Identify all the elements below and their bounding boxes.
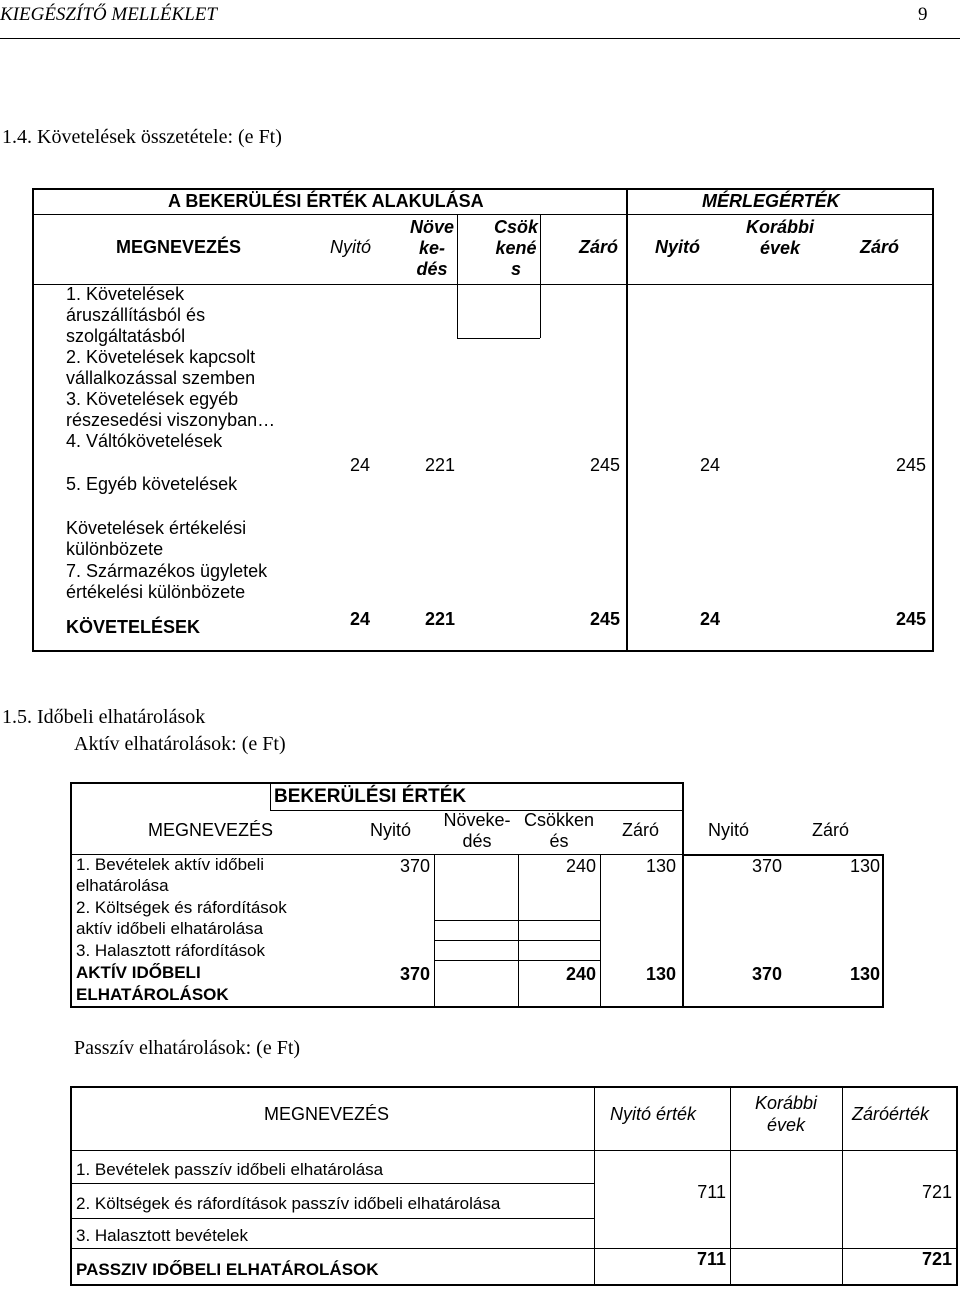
active-total-label: AKTÍV IDŐBELI ELHATÁROLÁSOK bbox=[76, 963, 229, 1004]
active-group-header: BEKERÜLÉSI ÉRTÉK bbox=[274, 786, 467, 807]
active-accruals-heading: Aktív elhatárolások: (e Ft) bbox=[74, 733, 286, 755]
col-header-increase: Növe ke- dés bbox=[409, 217, 454, 279]
active-group-left-edge bbox=[270, 782, 271, 810]
document-header-title: KIEGÉSZÍTŐ MELLÉKLET bbox=[0, 4, 217, 25]
col-header-name: MEGNEVEZÉS bbox=[116, 237, 242, 257]
passive-total-open: 711 bbox=[696, 1249, 726, 1269]
passive-row-label-2: 2. Költségek és ráfordítások passzív időbeli elhatárolása bbox=[76, 1194, 501, 1213]
active-row1-balance-close: 130 bbox=[849, 856, 880, 876]
passive-row-rule bbox=[70, 1248, 958, 1249]
row5-balance-open: 24 bbox=[699, 455, 720, 475]
passive-col-name: MEGNEVEZÉS bbox=[264, 1104, 390, 1124]
passive-col-open: Nyitó érték bbox=[610, 1104, 697, 1124]
group-header-acquisition: A BEKERÜLÉSI ÉRTÉK ALAKULÁSA bbox=[168, 191, 484, 211]
active-row-label-3: 3. Halasztott ráfordítások bbox=[76, 941, 265, 960]
receivables-group-divider bbox=[626, 188, 628, 652]
col-header-balance-close: Záró bbox=[860, 237, 900, 257]
col-header-prior-years: Korábbi évek bbox=[745, 217, 814, 258]
passive-row-label-1: 1. Bevételek passzív időbeli elhatárolása bbox=[76, 1160, 384, 1179]
passive-col-divider bbox=[594, 1086, 595, 1286]
passive-col-divider bbox=[842, 1086, 843, 1286]
receivables-total-label: KÖVETELÉSEK bbox=[66, 617, 201, 637]
active-total-decrease: 240 bbox=[565, 964, 596, 984]
active-col-balance-close: Záró bbox=[812, 820, 850, 840]
receivables-col-divider bbox=[457, 284, 458, 338]
total-balance-open: 24 bbox=[699, 609, 720, 629]
row-label-2: 2. Követelések kapcsolt vállalkozással szemben bbox=[66, 347, 256, 388]
group-header-balance: MÉRLEGÉRTÉK bbox=[702, 191, 840, 211]
active-row1-open: 370 bbox=[399, 856, 430, 876]
active-col-divider bbox=[518, 854, 519, 1008]
passive-row-rule bbox=[70, 1183, 594, 1184]
row5-increase: 221 bbox=[424, 455, 455, 475]
row-label-3: 3. Követelések egyéb részesedési viszonyban… bbox=[66, 389, 276, 430]
row-label-4: 4. Váltókövetelések bbox=[66, 431, 223, 451]
row5-balance-close: 245 bbox=[895, 455, 926, 475]
active-row1-decrease: 240 bbox=[565, 856, 596, 876]
passive-total-label: PASSZIV IDŐBELI ELHATÁROLÁSOK bbox=[76, 1260, 379, 1279]
active-col-divider bbox=[434, 854, 435, 1008]
row5-close: 245 bbox=[589, 455, 620, 475]
col-header-decrease: Csök kené s bbox=[493, 217, 538, 279]
passive-row2-open: 711 bbox=[697, 1182, 726, 1202]
active-row1-close: 130 bbox=[645, 856, 676, 876]
active-cell-rule bbox=[434, 920, 600, 921]
row-label-7: 7. Származékos ügyletek értékelési különbözete bbox=[66, 561, 268, 602]
passive-row2-close: 721 bbox=[921, 1182, 952, 1202]
receivables-group-rule bbox=[32, 214, 934, 215]
active-total-balance-close: 130 bbox=[849, 964, 880, 984]
active-cell-rule bbox=[434, 960, 600, 961]
col-header-balance-open: Nyitó bbox=[655, 237, 700, 257]
total-increase: 221 bbox=[424, 609, 455, 629]
passive-col-close: Záróérték bbox=[852, 1104, 930, 1124]
passive-accruals-heading: Passzív elhatárolások: (e Ft) bbox=[74, 1037, 301, 1059]
active-row1-balance-open: 370 bbox=[751, 856, 782, 876]
active-total-close: 130 bbox=[645, 964, 676, 984]
passive-total-close: 721 bbox=[921, 1249, 952, 1269]
total-balance-close: 245 bbox=[895, 609, 926, 629]
section-heading-receivables: 1.4. Követelések összetétele: (e Ft) bbox=[2, 126, 282, 148]
page-number: 9 bbox=[918, 4, 928, 25]
row5-open: 24 bbox=[349, 455, 370, 475]
passive-col-prior-years: Korábbi évek bbox=[754, 1093, 818, 1135]
section-heading-accruals: 1.5. Időbeli elhatárolások bbox=[2, 706, 206, 728]
active-col-open: Nyitó bbox=[370, 820, 412, 840]
active-col-divider bbox=[600, 854, 601, 1008]
row-label-6: Követelések értékelési különbözete bbox=[66, 518, 247, 559]
receivables-col-divider bbox=[540, 284, 541, 338]
active-cell-rule bbox=[434, 940, 600, 941]
active-row-label-1: 1. Bevételek aktív időbeli elhatárolása bbox=[76, 855, 265, 895]
total-close: 245 bbox=[589, 609, 620, 629]
active-col-name: MEGNEVEZÉS bbox=[148, 820, 274, 840]
col-header-open: Nyitó bbox=[330, 237, 372, 257]
passive-row-label-3: 3. Halasztott bevételek bbox=[76, 1226, 248, 1245]
active-total-balance-open: 370 bbox=[751, 964, 782, 984]
active-col-balance-open: Nyitó bbox=[708, 820, 750, 840]
col-header-close: Záró bbox=[579, 237, 619, 257]
passive-row-rule bbox=[70, 1218, 594, 1219]
active-col-decrease: Csökken és bbox=[523, 810, 595, 851]
active-col-close: Záró bbox=[622, 820, 660, 840]
active-col-increase: Növeke- dés bbox=[443, 810, 511, 851]
total-open: 24 bbox=[349, 609, 370, 629]
row-label-5: 5. Egyéb követelések bbox=[66, 474, 238, 494]
active-total-open: 370 bbox=[399, 964, 430, 984]
passive-header-rule bbox=[70, 1150, 958, 1151]
header-rule bbox=[0, 38, 960, 39]
row-label-1: 1. Követelések áruszállításból és szolgáltatásból bbox=[66, 284, 206, 346]
active-row-label-2: 2. Költségek és ráfordítások aktív időbeli elhatárolása bbox=[76, 898, 287, 938]
receivables-cell-rule bbox=[457, 338, 540, 339]
